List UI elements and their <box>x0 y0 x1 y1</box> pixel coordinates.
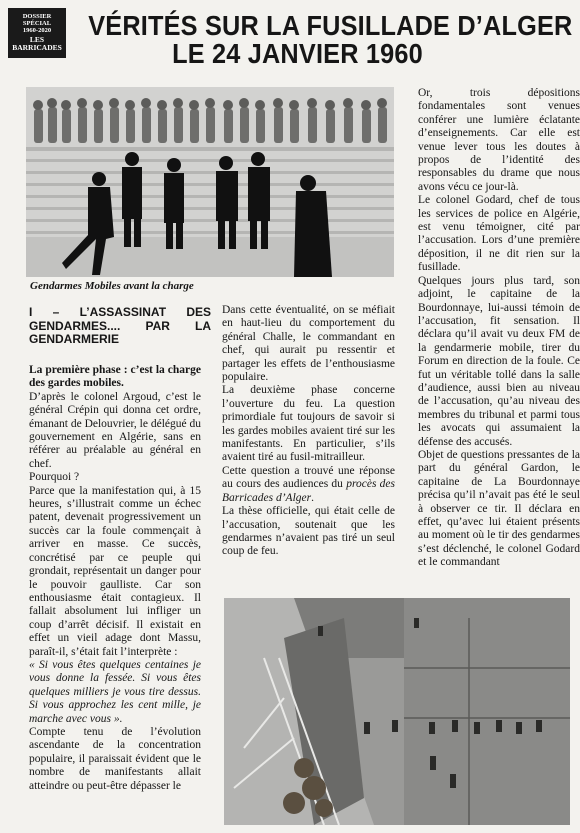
dossier-badge <box>8 8 66 58</box>
paragraph: Objet de questions pressantes de la part du général Gardon, le capitaine de La Bourdonnaye précisa qu’il n’avait pas été le seul à observer ce tir. Il déclara en effet, qu’avec lui étaient présents au moment où le tir des gendarmes s’est déclenché, le colonel Godard et le commandant <box>418 448 580 569</box>
quote: « Si vous êtes quelques centaines je vous donne la fessée. Si vous êtes quelques milliers je vous tire dessus. Si vous approchez les cent mille, je marche avec vous ». <box>29 658 201 725</box>
photo-barricades-aerial <box>224 598 570 825</box>
badge-line-1: DOSSIER SPÉCIAL <box>22 13 52 28</box>
paragraph: Quelques jours plus tard, son adjoint, le capitaine de la Bourdonnaye, lui-aussi témoin de l’accusation, fit sensation. Il déclara qu’il avait vu deux FM de la gendarmerie mobile, tirer du Forum en direction de la foule. Ce fut un véritable tollé dans la salle d’audience, aussi bien au niveau de l’accusation, qu’au niveau des membres du tribunal et parmi tous les avocats qui assumaient la défense des accusés. <box>418 274 580 448</box>
text-run: . <box>311 491 314 504</box>
article-column-3 <box>418 87 580 595</box>
badge-line-2: 1960-2020 <box>22 27 52 35</box>
photo-top-caption: Gendarmes Mobiles avant la charge <box>30 280 194 292</box>
badge-line-3: LES BARRICADES <box>12 34 62 52</box>
paragraph: Or, trois dépositions fondamentales sont venues conférer une lumière éclatante d’enseignements. Car elle est venue lever tous les doutes à propos de l’identité des responsables du drame que nous avons vécu ce jour-là. <box>418 87 580 193</box>
paragraph: Pourquoi ? <box>29 471 80 484</box>
paragraph: La thèse officielle, qui était celle de l’accusation, soutenait que les gendarmes n’avaient pas tiré un seul coup de feu. <box>222 505 395 558</box>
paragraph: D’après le colonel Argoud, c’est le général Crépin qui donna cet ordre, émanant de Delouvrier, le délégué du gouvernement en Algérie, sans en référer au préalable au général en chef. <box>29 390 201 470</box>
headline-line-2: LE 24 JANVIER 1960 <box>172 38 423 69</box>
paragraph <box>222 465 395 505</box>
section-heading: I – L’ASSASSINAT DES GENDARMES.... PAR LA GENDARMERIE <box>29 305 211 346</box>
paragraph: Dans cette éventualité, on se méfiait en haut-lieu du comportement du général Challe, le commandant en chef, qui aurait pu ressentir et partager les effets de l’enthousiasme populaire. <box>222 304 395 384</box>
lead-paragraph: La première phase : c’est la charge des gardes mobiles. <box>29 364 201 390</box>
article-column-1 <box>29 364 201 793</box>
paragraph: Le colonel Godard, chef de tous les services de police en Algérie, est venu témoigner, cité par l’accusation. Lors d’une première déposition, il ne dit rien sur la fusillade. <box>418 194 580 274</box>
paragraph: La deuxième phase concerne l’ouverture du feu. La question primordiale fut toujours de savoir si les gardes mobiles avaient tiré sur les manifestants. En particulier, s’ils avaient tiré au fusil-mitrailleur. <box>222 384 395 464</box>
photo-gendarmes-on-steps <box>26 87 394 277</box>
paragraph: Parce que la manifestation qui, à 15 heures, s’illustrait comme un échec patent, devenait progressivement un succès car la foule commençait à arriver en masse. Ce succès, concrétisé par ce peuple qui grondait, représentait un danger pour le pouvoir gaulliste. Car son enthousiasme était contagieux. Il fallait absolument lui infliger un coup d’arrêt décisif. Il existait en effet un vieil adage dont Massu, paraît-il, s’était fait l’interprète : <box>29 484 201 658</box>
paragraph: Compte tenu de l’évolution ascendante de la concentration populaire, il paraissait évident que le nombre de manifestants allait atteindre ou peut-être dépasser le <box>29 725 201 792</box>
article-column-2 <box>222 304 395 559</box>
trial-title: procès des Barricades d’Alger <box>222 478 395 504</box>
headline-line-1: VÉRITÉS SUR LA FUSILLADE D’ALGER <box>88 10 573 41</box>
text-run: Cette question a trouvé une réponse au cours des audiences du <box>222 464 395 491</box>
